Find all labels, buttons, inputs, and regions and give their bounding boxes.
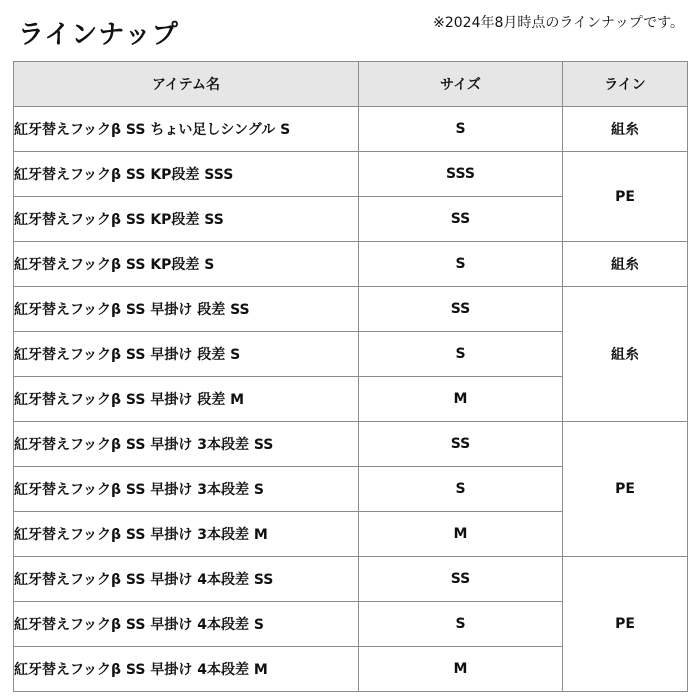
table-row	[14, 242, 688, 287]
page-title: ラインナップ	[18, 20, 179, 50]
table-row	[14, 107, 688, 152]
size-cell: M	[359, 377, 563, 422]
item-name-cell: 紅牙替えフックβ SS KP段差 S	[14, 242, 359, 287]
availability-note: ※2024年8月時点のラインナップです。	[433, 15, 684, 31]
item-name-cell: 紅牙替えフックβ SS 早掛け 4本段差 S	[14, 602, 359, 647]
line-type-cell: PE	[563, 422, 688, 557]
lineup-table	[13, 61, 688, 692]
item-name-cell: 紅牙替えフックβ SS 早掛け 3本段差 S	[14, 467, 359, 512]
table-row	[14, 557, 688, 602]
line-type-cell: PE	[563, 557, 688, 692]
item-name-cell: 紅牙替えフックβ SS 早掛け 段差 M	[14, 377, 359, 422]
item-name-cell: 紅牙替えフックβ SS KP段差 SSS	[14, 152, 359, 197]
size-cell: SS	[359, 197, 563, 242]
size-cell: S	[359, 602, 563, 647]
table-body	[14, 107, 688, 692]
item-name-cell: 紅牙替えフックβ SS 早掛け 段差 SS	[14, 287, 359, 332]
item-name-cell: 紅牙替えフックβ SS 早掛け 4本段差 SS	[14, 557, 359, 602]
size-cell: M	[359, 647, 563, 692]
line-type-cell: 組糸	[563, 107, 688, 152]
header-size: サイズ	[359, 62, 563, 107]
size-cell: SS	[359, 422, 563, 467]
size-cell: S	[359, 332, 563, 377]
size-cell: SS	[359, 287, 563, 332]
table-row	[14, 422, 688, 467]
header-line: ライン	[563, 62, 688, 107]
size-cell: SS	[359, 557, 563, 602]
item-name-cell: 紅牙替えフックβ SS ちょい足しシングル S	[14, 107, 359, 152]
item-name-cell: 紅牙替えフックβ SS 早掛け 3本段差 M	[14, 512, 359, 557]
line-type-cell: PE	[563, 152, 688, 242]
line-type-cell: 組糸	[563, 287, 688, 422]
size-cell: S	[359, 242, 563, 287]
table-row	[14, 152, 688, 197]
header-item-name: アイテム名	[14, 62, 359, 107]
size-cell: M	[359, 512, 563, 557]
line-type-cell: 組糸	[563, 242, 688, 287]
item-name-cell: 紅牙替えフックβ SS KP段差 SS	[14, 197, 359, 242]
size-cell: S	[359, 107, 563, 152]
item-name-cell: 紅牙替えフックβ SS 早掛け 3本段差 SS	[14, 422, 359, 467]
item-name-cell: 紅牙替えフックβ SS 早掛け 段差 S	[14, 332, 359, 377]
table-row	[14, 287, 688, 332]
size-cell: S	[359, 467, 563, 512]
item-name-cell: 紅牙替えフックβ SS 早掛け 4本段差 M	[14, 647, 359, 692]
size-cell: SSS	[359, 152, 563, 197]
table-header-row	[14, 62, 688, 107]
